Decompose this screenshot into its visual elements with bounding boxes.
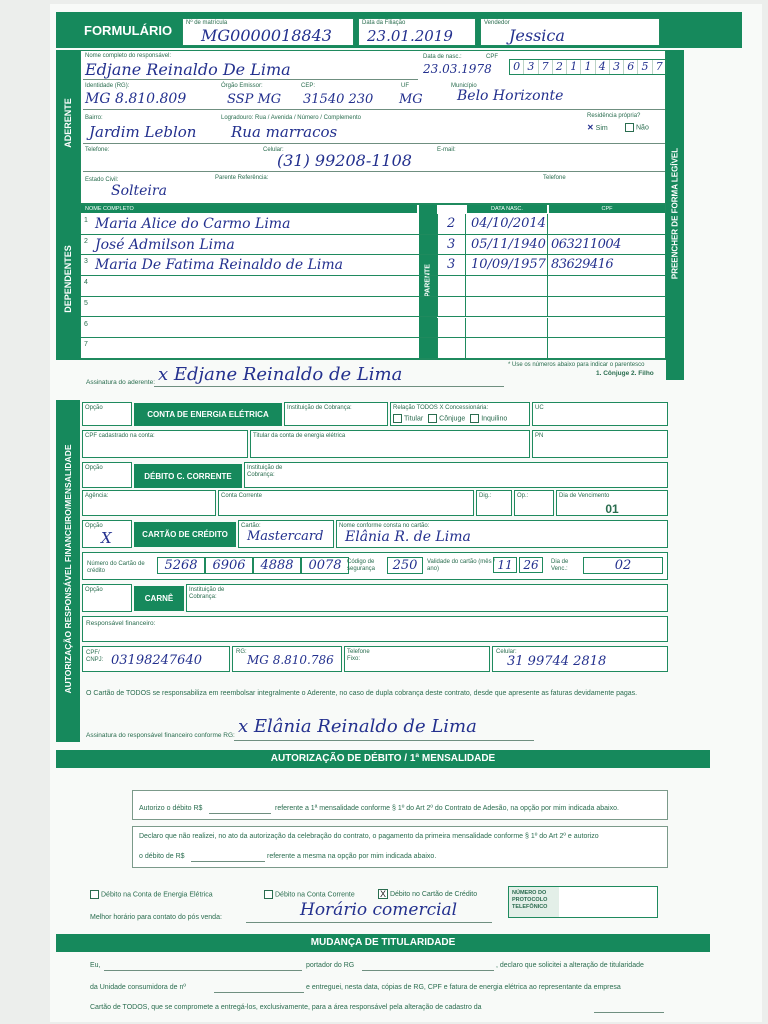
email-label: E-mail: [437,147,456,153]
aderente-panel [80,50,666,204]
dependente-parente: 3 [447,236,456,252]
dependente-nome: Maria Alice do Carmo Lima [95,216,291,232]
identidade-label: Identidade (RG): [85,83,130,89]
opcao-label: Opção [85,587,103,593]
column-divider [547,297,548,318]
tel-fixo-field[interactable] [344,646,490,672]
column-divider [547,255,548,276]
telefone-label: Telefone: [85,147,110,153]
protocolo-label: NÚMERO DO PROTOCOLO TELEFÔNICO [509,887,559,917]
cpf-conta-label: CPF cadastrado na conta: [85,433,155,439]
matricula-value: MG0000018843 [201,26,332,45]
residencia-sim-option[interactable] [587,123,608,132]
dependente-row[interactable] [81,338,665,359]
autorizacao-title: AUTORIZAÇÃO DE DÉBITO / 1ª MENSALIDADE [56,750,710,768]
assinatura-fin-label: Assinatura do responsável financeiro conforme RG: [86,732,235,739]
validade-label: Validade do cartão (mês / ano) [427,559,495,572]
nome-cartao-value: Elânia R. de Lima [345,529,471,545]
data-filiacao-value: 23.01.2019 [367,27,453,45]
instituicao-debito-field[interactable] [244,462,668,488]
row4-line [83,171,665,172]
cpf-digit: 1 [581,60,595,74]
column-divider [437,214,438,235]
celular-value[interactable]: (31) 99208-1108 [277,151,412,170]
cpf-cnpj-field[interactable] [82,646,230,672]
matricula-field[interactable] [182,18,354,46]
dia-vencimento-field[interactable] [556,490,668,516]
dependente-row[interactable] [81,235,665,256]
conjuge-label: Cônjuge [439,414,466,422]
column-divider [547,318,548,339]
opcao-label: Opção [85,523,103,529]
tel-fixo-label: Telefone Fixo: [347,649,370,662]
autorizacao-linha1-box [132,790,668,820]
cpf-digit: 3 [524,60,538,74]
melhor-horario-value[interactable]: Horário comercial [300,900,458,920]
agencia-label: Agência: [85,493,109,499]
column-divider [465,255,466,276]
dependente-row[interactable] [81,214,665,235]
mudanca-l1-b: portador do RG [306,962,355,969]
conta-corrente-field[interactable] [218,490,474,516]
column-divider [437,255,438,276]
instituicao-energia-field[interactable] [284,402,388,426]
identidade-value[interactable]: MG 8.810.809 [85,91,187,107]
column-divider [547,214,548,235]
residencia-nao-label: Não [636,124,649,132]
valor2-line[interactable] [191,861,265,862]
estado-civil-label: Estado Civil: [85,177,119,183]
opt-energia-label: Débito na Conta de Energia Elétrica [101,891,213,899]
assinatura-aderente-label: Assinatura do aderente: [86,379,156,386]
checkbox-icon[interactable] [393,414,402,423]
check-x-icon: ✕ [587,123,594,132]
nome-cartao-label: Nome conforme consta no cartão: [339,523,430,529]
residencia-label: Residência própria? [587,113,641,119]
celular-fin-field[interactable] [492,646,668,672]
municipio-value[interactable]: Belo Horizonte [457,88,564,104]
dependente-nome: Maria De Fatima Reinaldo de Lima [95,257,343,274]
numero-group: 4888 [253,557,301,574]
parentesco-note2: 1. Cônjuge 2. Filho [596,370,654,377]
column-divider [465,235,466,256]
resp-financeiro-field[interactable] [82,616,668,642]
cartao-label: Cartão: [241,523,261,529]
residencia-nao-option[interactable] [625,123,649,132]
dig-label: Dig.: [479,493,492,499]
dependente-parente: 2 [447,216,456,231]
nome-cartao-field[interactable] [336,520,668,548]
celular-label: Celular: [263,147,284,153]
melhor-horario-label: Melhor horário para contato do pós venda: [90,914,222,921]
cpf-digit: 5 [638,60,652,74]
dependente-data: 10/09/1957 [471,257,546,273]
instituicao-label: Instituição de Cobrança: [287,405,352,411]
linha2: Declaro que não realizei, no ato da autorização da celebração do contrato, o pagamento da primeira mensalidade conforme § 1º do Art 2º e autorizo [139,833,599,840]
cpf-cnpj-label: CPF/ CNPJ: [86,650,104,663]
dependente-data: 05/11/1940 [471,236,546,252]
cpf-digit: 7 [539,60,553,74]
mudanca-l3: Cartão de TODOS, que se compromete a entregá-los, exclusivamente, para a área responsável pela alteração de cadastro da [90,1004,482,1011]
column-divider [547,338,548,359]
assinatura-aderente-line [154,386,504,387]
energia-button[interactable]: CONTA DE ENERGIA ELÉTRICA [134,403,282,426]
cpf-boxes[interactable] [509,59,667,75]
dependente-number: 5 [84,299,88,307]
legivel-side-label: PREENCHER DE FORMA LEGÍVEL [670,147,680,280]
dependente-parente: 3 [447,257,456,273]
column-divider [465,338,466,359]
opt-conta-corrente-label: Débito na Conta Corrente [275,891,355,899]
linha3-b: referente a mesma na opção por mim indicada abaixo. [267,853,437,860]
dependentes-section-label: DEPENDENTES [63,245,73,313]
vendedor-field[interactable] [480,18,660,46]
parentesco-note: * Use os números abaixo para indicar o parentesco [508,362,645,368]
cpf-digit: 6 [624,60,638,74]
inquilino-label: Inquilino [481,414,508,422]
dependente-number: 2 [84,237,88,245]
checkbox-icon [625,123,634,132]
checkbox-icon[interactable] [470,414,479,423]
numero-cartao-row [82,552,668,580]
titular-conta-label: Titular da conta de energia elétrica [253,433,346,439]
dependente-cpf: 063211004 [551,236,621,252]
nome-header: NOME COMPLETO [81,205,417,213]
orgao-value[interactable]: SSP MG [227,92,282,107]
mudanca-title: MUDANÇA DE TITULARIDADE [56,934,710,952]
municipio-label: Município [451,83,477,89]
cartao-button[interactable]: CARTÃO DE CRÉDITO [134,522,236,547]
nome-value[interactable]: Edjane Reinaldo De Lima [85,60,291,79]
dependente-row[interactable] [81,255,665,276]
cep-value[interactable]: 31540 230 [303,92,374,107]
carne-button[interactable]: CARNÊ [134,586,184,611]
numero-cartao-digits[interactable] [157,557,349,574]
dia-venc2-value[interactable]: 02 [583,557,663,574]
nome-label: Nome completo do responsável: [85,53,172,59]
parente-label: PARENTE [424,264,432,297]
dependente-number: 7 [84,341,88,349]
dependente-number: 6 [84,320,88,328]
row2-line [83,109,665,110]
telefone2-label: Telefone [543,175,566,181]
op-label: Op.: [517,493,529,499]
checkbox-icon [264,890,273,899]
data-filiacao-field[interactable] [358,18,476,46]
logradouro-value[interactable]: Rua marracos [231,123,338,141]
uc-field[interactable] [532,402,668,426]
cpf-digit: 7 [655,60,663,73]
opcao-cartao-box[interactable] [82,520,132,548]
opcao-label: Opção [85,405,103,411]
data-nasc-label: Data de nasc.: [423,54,462,60]
data-filiacao-label: Data da Filiação [362,20,406,26]
valor1-line[interactable] [209,813,271,814]
dia-venc2-label: Dia de Venc.: [551,559,569,572]
mudanca-l2-a: da Unidade consumidora de nº [90,984,186,991]
opcao-energia-box[interactable] [82,402,132,426]
dig-field[interactable] [476,490,512,516]
dependente-cpf: 83629416 [551,257,614,273]
dependente-number: 4 [84,279,88,287]
opcao-label: Opção [85,465,103,471]
form-title: FORMULÁRIO [84,23,173,38]
linha1-a: Autorizo o débito R$ [139,805,203,812]
matricula-label: Nº de matrícula [186,20,228,26]
mudanca-uc-line[interactable] [214,992,304,993]
mudanca-l2-b: e entreguei, nesta data, cópias de RG, CPF e fatura de energia elétrica ao representante da empresa [306,984,621,991]
rg-label: RG: [236,649,247,655]
numero-group: 6906 [205,557,253,574]
mudanca-l1-a: Eu, [90,962,101,969]
column-divider [437,338,438,359]
mudanca-cadastro-line[interactable] [594,1012,664,1013]
cpf-digit: 0 [510,60,524,74]
parente-ref-label: Parente Referência: [215,175,269,181]
orgao-label: Órgão Emissor: [221,83,263,89]
autorizacao-linha2-box [132,826,668,868]
cpf-digit: 2 [553,60,567,74]
debito-button[interactable]: DÉBITO C. CORRENTE [134,464,242,488]
pn-field[interactable] [532,430,668,458]
relacao-field[interactable] [390,402,530,426]
dia-vencimento-value: 01 [605,501,619,516]
assinatura-fin-value[interactable]: x Elânia Reinaldo de Lima [238,716,477,737]
numero-group: 5268 [157,557,205,574]
cpf-digit: 3 [610,60,624,74]
assinatura-fin-line [234,740,534,741]
cpf-conta-field[interactable] [82,430,248,458]
data-nasc-value[interactable]: 23.03.1978 [423,62,492,76]
residencia-sim-label: Sim [595,125,608,132]
protocolo-box[interactable] [508,886,658,918]
pn-label: PN [535,433,544,439]
dia-vencimento-label: Dia de Vencimento [559,493,610,499]
vendedor-label: Vendedor [484,20,510,26]
cpf-digit: 4 [596,60,610,74]
mudanca-l1-c: , declaro que solicitei a alteração de titularidade [496,962,644,969]
titular-label: Titular [404,414,424,422]
dependente-row[interactable] [81,318,665,339]
relacao-options [391,414,529,423]
column-divider [547,235,548,256]
titular-conta-field[interactable] [250,430,530,458]
estado-civil-value[interactable]: Solteira [111,183,167,199]
dependente-number: 3 [84,258,88,266]
agencia-field[interactable] [82,490,216,516]
aderente-section-label: ADERENTE [63,98,73,148]
codigo-value[interactable]: 250 [387,557,423,574]
bairro-value[interactable]: Jardim Leblon [89,123,197,141]
instituicao-label: Instituição de Cobrança: [189,587,225,600]
cpf-header: CPF [549,205,665,213]
linha3-a: o débito de R$ [139,853,185,860]
instituicao-carne-field[interactable] [186,584,668,612]
codigo-label: Código de segurança [347,559,376,572]
column-divider [437,318,438,339]
dependente-nome: José Admilson Lima [95,236,235,253]
cpf-label: CPF [486,54,498,60]
cpf-digit: 1 [567,60,581,74]
opt-conta-corrente[interactable] [264,890,355,899]
column-divider [547,276,548,297]
opcao-debito-box[interactable] [82,462,132,488]
aviso-text: O Cartão de TODOS se responsabiliza em reembolsar integralmente o Aderente, no caso de dupla cobrança deste contrato, desde que apresente as faturas devidamente pagas. [86,690,638,697]
dependente-row[interactable] [81,276,665,297]
logradouro-label: Logradouro: Rua / Avenida / Número / Complemento [221,115,361,121]
numero-label: Número do Cartão de crédito [87,561,145,574]
column-divider [465,318,466,339]
column-divider [437,297,438,318]
bairro-label: Bairro: [85,115,103,121]
op-field[interactable] [514,490,554,516]
uf-value[interactable]: MG [399,92,423,107]
mudanca-nome-line[interactable] [104,970,302,971]
column-divider [465,214,466,235]
vendedor-value: Jessica [509,26,565,45]
column-divider [437,235,438,256]
nome-line [83,79,418,80]
rg-value: MG 8.810.786 [247,653,334,667]
opt-energia[interactable] [90,890,213,899]
melhor-horario-line [246,922,492,923]
conta-corrente-label: Conta Corrente [221,493,263,499]
dependente-data: 04/10/2014 [471,216,546,231]
column-divider [465,297,466,318]
celular-fin-label: Celular: [496,649,517,655]
cartao-value: Mastercard [247,529,324,544]
numero-group: 0078 [301,557,349,574]
resp-financeiro-label: Responsável financeiro: [86,620,156,627]
relacao-label: Relação TODOS X Concessionária: [393,405,489,411]
column-divider [437,276,438,297]
opcao-x-mark: X [101,529,112,547]
dependentes-panel [80,204,666,360]
opt-cartao-label: Débito no Cartão de Crédito [389,890,478,898]
rg-field[interactable] [232,646,342,672]
assinatura-aderente-value[interactable]: x Edjane Reinaldo de Lima [158,364,403,385]
uf-label: UF [401,83,409,89]
opt-cartao[interactable] [378,889,477,899]
data-nasc-header: DATA NASC. [467,205,547,213]
checkbox-icon[interactable] [428,414,437,423]
celular-fin-value: 31 99744 2818 [507,654,607,669]
financeiro-section-label: AUTORIZAÇÃO RESPONSÁVEL FINANCEIRO/MENSALIDADE [63,444,73,694]
instituicao-label: Instituição de Cobrança: [247,465,283,478]
dependente-row[interactable] [81,297,665,318]
form-sheet [50,4,762,1022]
validade-mes[interactable]: 11 [493,557,517,573]
dependente-number: 1 [84,217,88,224]
cep-label: CEP: [301,83,316,89]
checkbox-icon [90,890,99,899]
opcao-carne-box[interactable] [82,584,132,612]
row3-line [83,143,665,144]
column-divider [465,276,466,297]
mudanca-rg-line[interactable] [362,970,494,971]
validade-ano[interactable]: 26 [519,557,543,573]
cpf-cnpj-value: 03198247640 [111,653,202,668]
uc-label: UC [535,405,544,411]
checked-box-icon: X [379,889,386,899]
linha1-b: referente a 1ª mensalidade conforme § 1º do Art 2º do Contrato de Adesão, na opção por mim indicada abaixo. [275,805,619,812]
cartao-field[interactable] [238,520,334,548]
